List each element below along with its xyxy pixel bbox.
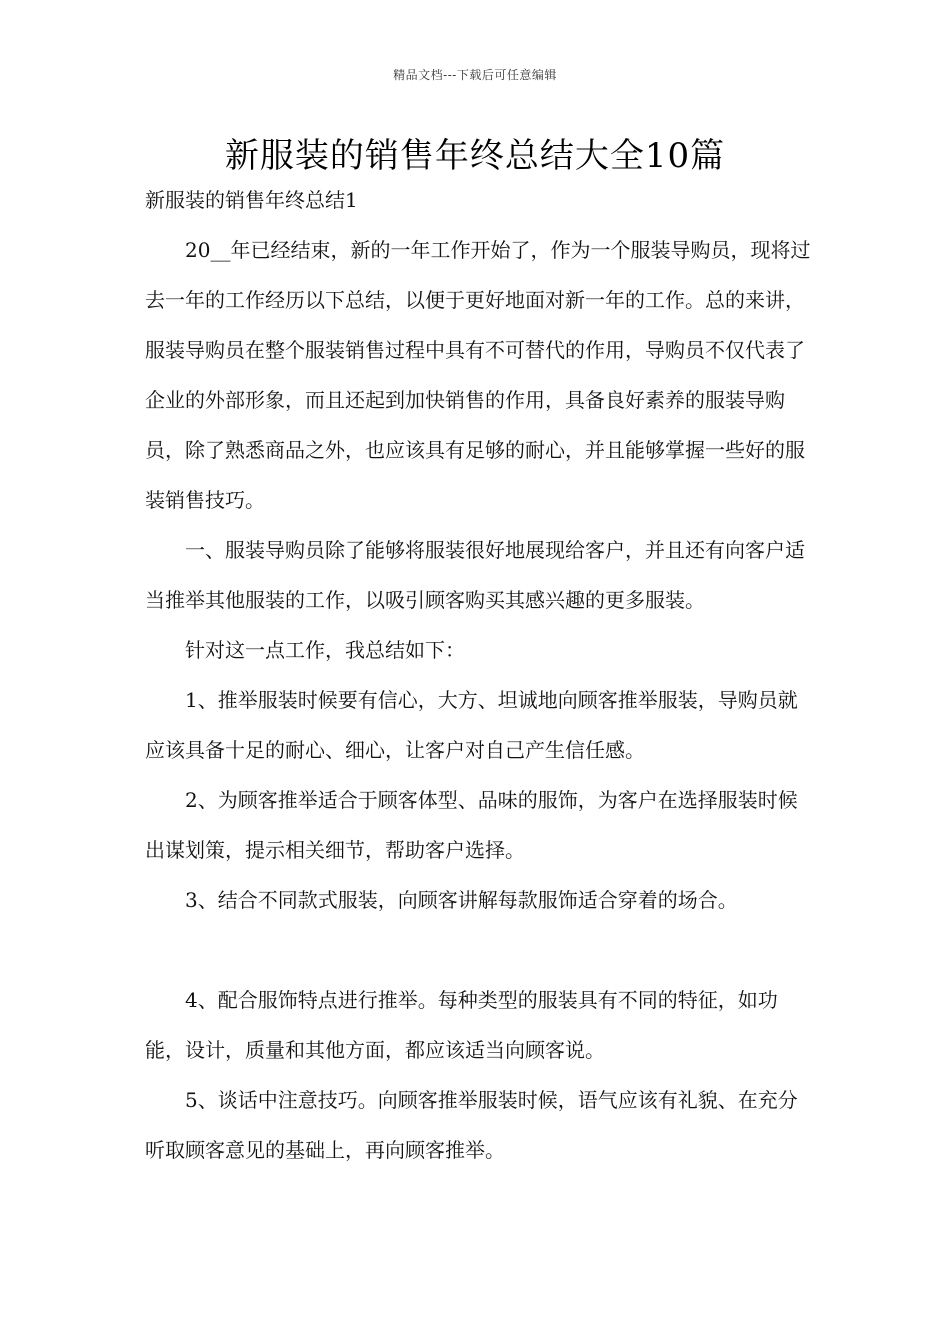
paragraph-item-2: 2、为顾客推举适合于顾客体型、品味的服饰，为客户在选择服装时候出谋划策，提示相关细节，帮助客户选择。 [145,788,798,862]
section-subtitle: 新服装的销售年终总结1 [145,188,358,212]
header-note: 精品文档---下载后可任意编辑 [393,68,557,82]
paragraph-item-3: 3、结合不同款式服装，向顾客讲解每款服饰适合穿着的场合。 [185,888,738,912]
paragraph-summary-lead: 针对这一点工作，我总结如下： [185,638,465,662]
paragraph-item-1: 1、推举服装时候要有信心，大方、坦诚地向顾客推举服装，导购员就应该具备十足的耐心、细心，让客户对自己产生信任感。 [145,688,798,762]
paragraph-item-5: 5、谈话中注意技巧。向顾客推举服装时候，语气应该有礼貌、在充分听取顾客意见的基础上，再向顾客推举。 [145,1088,798,1162]
paragraph-intro: 20__年已经结束，新的一年工作开始了，作为一个服装导购员，现将过去一年的工作经历以下总结，以便于更好地面对新一年的工作。总的来讲，服装导购员在整个服装销售过程中具有不可替代的作用，导购员不仅代表了企业的外部形象，而且还起到加快销售的作用，具备良好素养的服装导购员，除了熟悉商品之外，也应该具有足够的耐心，并且能够掌握一些好的服装销售技巧。 [145,238,811,512]
paragraph-item-4: 4、配合服饰特点进行推举。每种类型的服装具有不同的特征，如功能，设计，质量和其他方面，都应该适当向顾客说。 [145,988,778,1062]
document-body [145,225,815,1175]
paragraph-point-one: 一、服装导购员除了能够将服装很好地展现给客户，并且还有向客户适当推举其他服装的工作，以吸引顾客购买其感兴趣的更多服装。 [145,538,805,612]
document-title: 新服装的销售年终总结大全10篇 [224,136,726,176]
